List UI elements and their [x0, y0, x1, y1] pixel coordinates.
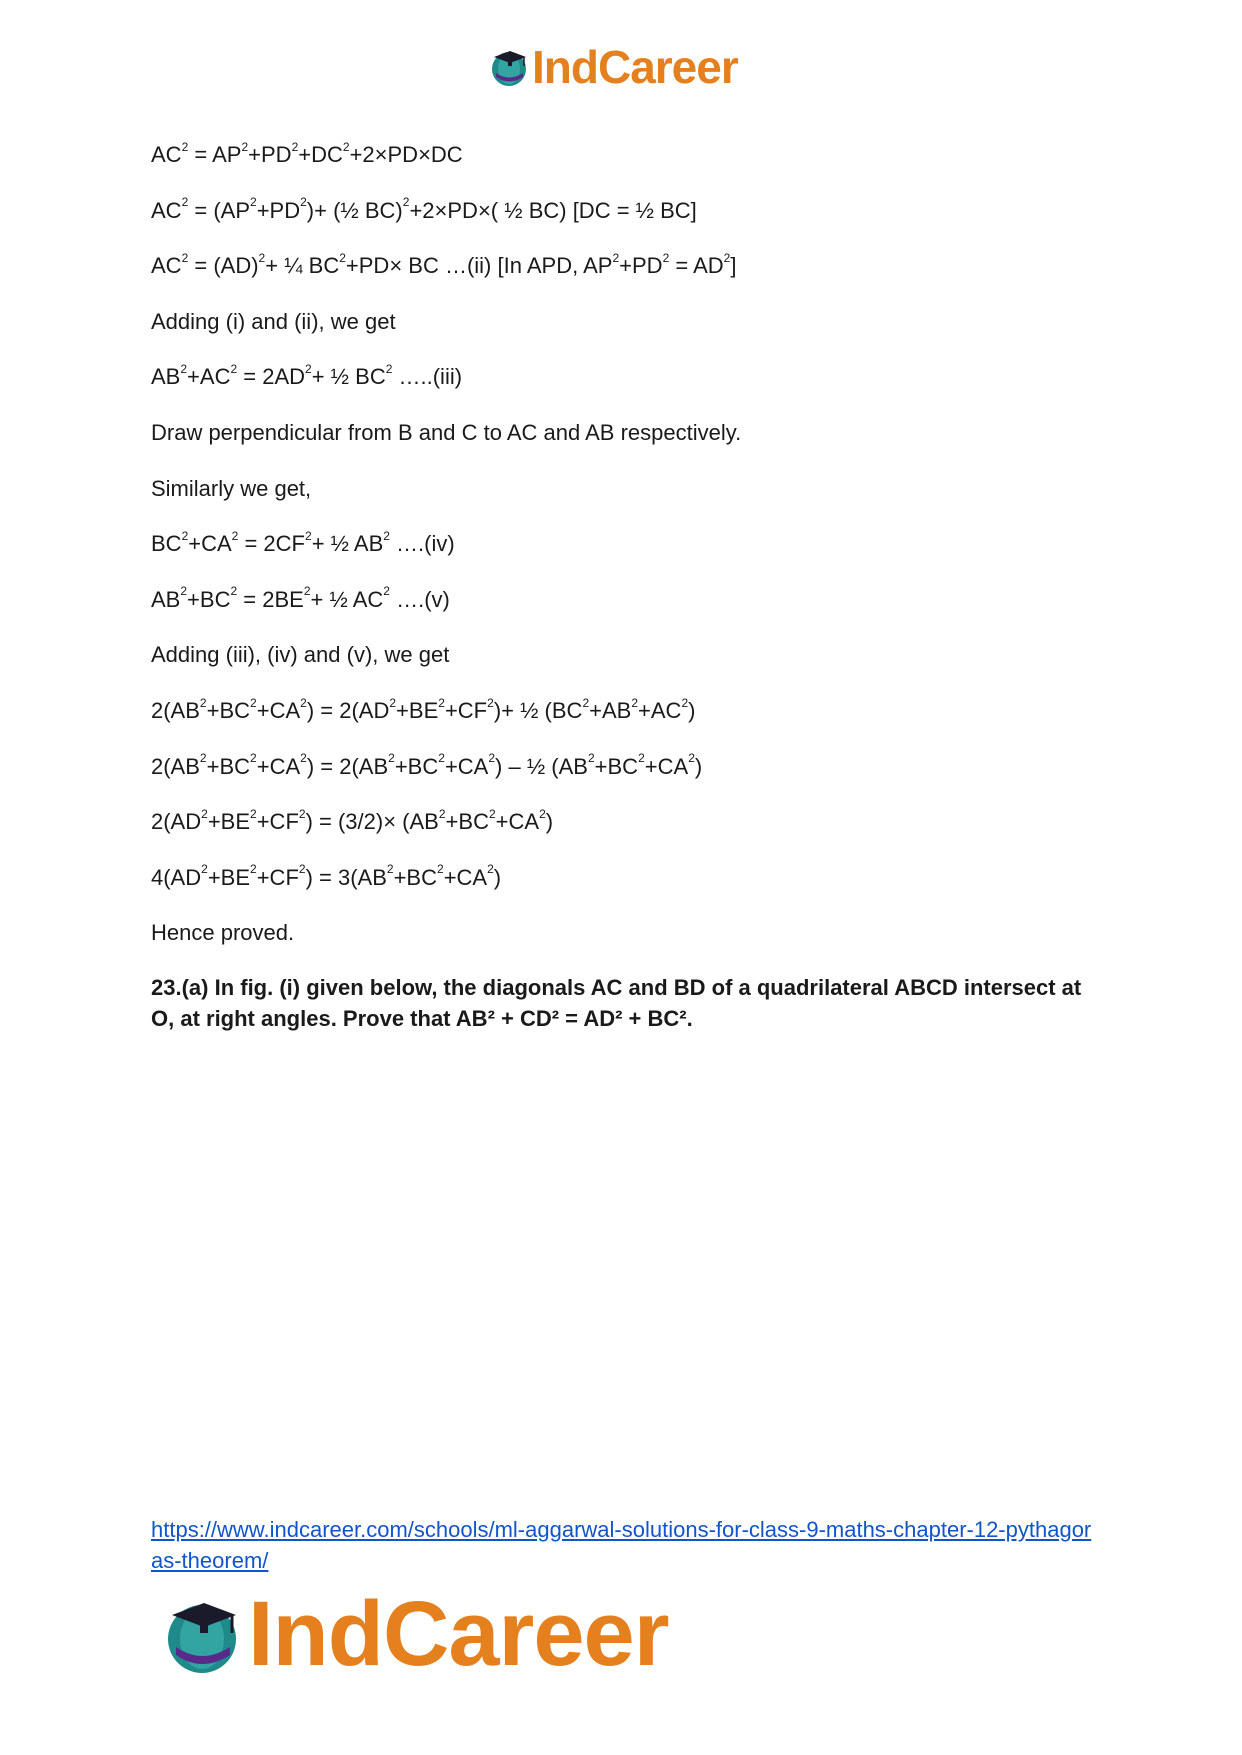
superscript: 2 — [437, 862, 444, 877]
superscript: 2 — [181, 528, 189, 543]
superscript: 2 — [231, 528, 239, 543]
superscript: 2 — [201, 806, 208, 821]
superscript: 2 — [250, 195, 257, 210]
superscript: 2 — [300, 751, 307, 766]
footer-logo-text: IndCareer — [248, 1583, 669, 1685]
document-body — [151, 140, 1101, 1034]
superscript: 2 — [487, 695, 494, 710]
superscript: 2 — [298, 862, 306, 877]
superscript: 2 — [388, 751, 395, 766]
superscript: 2 — [181, 139, 189, 154]
superscript: 2 — [181, 195, 189, 210]
question-23a: 23.(a) In fig. (i) given below, the diagonals AC and BD of a quadrilateral ABCD intersect at O, at right angles. Prove that AB² + CD² = AD² + BC². — [151, 974, 1082, 1031]
superscript: 2 — [612, 250, 620, 265]
superscript: 2 — [180, 362, 188, 377]
superscript: 2 — [383, 528, 390, 543]
text-line: Similarly we get, — [151, 475, 312, 501]
superscript: 2 — [587, 751, 595, 766]
text-line: $AC^2 = AP^2+PD^2+DC^2+2\times PD\times DC$ — [151, 139, 463, 167]
text-line: $2(AB^2+BC^2+CA^2) = 2(AB^2+BC^2+CA^2)$ – ½ $(AB^2+BC^2+CA^2)$ — [151, 751, 703, 779]
text-line: Adding (iii), (iv) and (v), we get — [151, 642, 450, 668]
superscript: 2 — [339, 250, 346, 265]
superscript: 2 — [438, 695, 445, 710]
text-line: $4(AD^2+BE^2+CF^2) = 3(AB^2+BC^2+CA^2)$ — [151, 862, 502, 890]
superscript: 2 — [438, 751, 445, 766]
superscript: 2 — [305, 528, 312, 543]
superscript: 2 — [230, 584, 238, 599]
superscript: 2 — [230, 362, 238, 377]
superscript: 2 — [386, 862, 394, 877]
text-line: $AC^2 = (AP^2+PD^2)+$ (½ BC)$^2$+2×PD×( ½ BC) [DC = ½ BC] — [151, 195, 697, 223]
text-line: $AB^2+BC^2 = 2BE^2+$ ½ $AC^2$ ….(v) — [151, 584, 450, 612]
superscript: 2 — [305, 362, 312, 377]
superscript: 2 — [250, 806, 257, 821]
superscript: 2 — [438, 806, 446, 821]
footer-logo — [160, 1582, 669, 1687]
superscript: 2 — [488, 806, 496, 821]
superscript: 2 — [258, 250, 266, 265]
text-line: $2(AB^2+BC^2+CA^2) = 2(AD^2+BE^2+CF^2)+$ ½ $(BC^2+AB^2+AC^2)$ — [151, 695, 696, 723]
text-line: $AB^2+AC^2 = 2AD^2+$ ½ $BC^2$ …..(iii) — [151, 362, 463, 390]
superscript: 2 — [688, 751, 695, 766]
math-lines — [151, 140, 1101, 948]
text-line: Adding (i) and (ii), we get — [151, 308, 396, 334]
superscript: 2 — [539, 806, 546, 821]
superscript: 2 — [681, 695, 689, 710]
superscript: 2 — [631, 695, 639, 710]
text-line: $AC^2 = (AD)^2+$ ¼ $BC^2+PD\times$ BC …(ii) [In APD, $AP^2+PD^2 = AD^2$] — [151, 250, 737, 279]
superscript: 2 — [723, 250, 731, 265]
superscript: 2 — [638, 751, 645, 766]
superscript: 2 — [342, 139, 350, 154]
superscript: 2 — [250, 751, 257, 766]
superscript: 2 — [300, 695, 307, 710]
source-link[interactable]: https://www.indcareer.com/schools/ml-aggarwal-solutions-for-class-9-maths-chapter-12-pythagoras-theorem/ — [151, 1517, 1092, 1573]
superscript: 2 — [582, 695, 590, 710]
superscript: 2 — [488, 751, 496, 766]
superscript: 2 — [180, 584, 188, 599]
superscript: 2 — [199, 695, 207, 710]
graduation-globe-icon — [160, 1593, 244, 1677]
superscript: 2 — [662, 250, 670, 265]
superscript: 2 — [199, 751, 207, 766]
superscript: 2 — [300, 195, 307, 210]
header-logo — [488, 40, 738, 94]
superscript: 2 — [241, 139, 249, 154]
header-logo-text: IndCareer — [532, 41, 738, 93]
superscript: 2 — [291, 139, 299, 154]
superscript: 2 — [389, 695, 397, 710]
superscript: 2 — [303, 584, 311, 599]
superscript: 2 — [250, 695, 257, 710]
superscript: 2 — [201, 862, 208, 877]
superscript: 2 — [383, 584, 390, 599]
superscript: 2 — [385, 362, 393, 377]
superscript: 2 — [250, 862, 257, 877]
graduation-globe-icon — [488, 46, 530, 88]
text-line: $2(AD^2+BE^2+CF^2) = (3/2)\times (AB^2+BC^2+CA^2)$ — [151, 806, 554, 835]
superscript: 2 — [402, 195, 410, 210]
text-line: Draw perpendicular from B and C to AC and AB respectively. — [151, 419, 742, 445]
text-line: Hence proved. — [151, 920, 295, 946]
superscript: 2 — [487, 862, 494, 877]
superscript: 2 — [298, 806, 306, 821]
superscript: 2 — [181, 250, 189, 265]
text-line: $BC^2+CA^2 = 2CF^2+$ ½ $AB^2$ ….(iv) — [151, 528, 455, 557]
